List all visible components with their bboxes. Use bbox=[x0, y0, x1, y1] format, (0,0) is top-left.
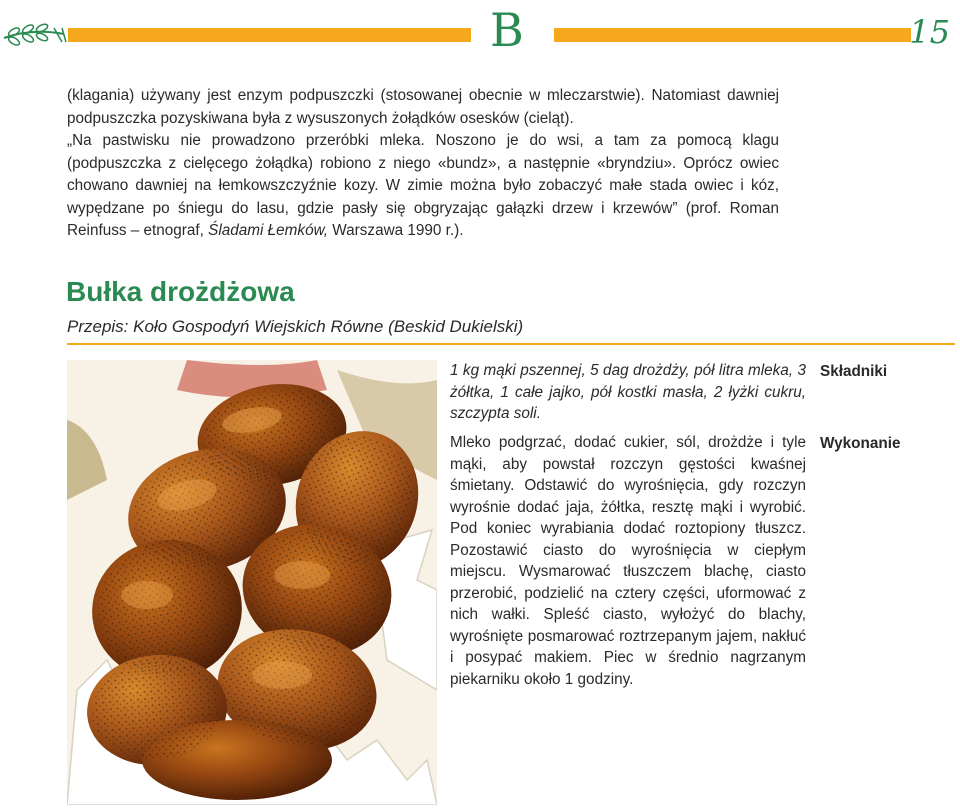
header-accent-bar-left bbox=[68, 28, 471, 42]
method-text: Mleko podgrzać, dodać cukier, sól, drożdże i tyle mąki, aby powstał rozczyn gęstości kwaśnej śmietany. Odstawić do wyrośnięcia, gdy rozczyn wyrośnie dodać jaja, żółtka, resztę mąki i wyrobić. Pod koniec wyrabiania dodać roztopiony tłuszcz. Pozostawić ciasto do wyrośnięcia w ciepłym miejscu. Wysmarować tłuszczem blachę, ciasto przerobić, podzielić na cztery części, uformować z nich wałki. Spleść ciasto, wyłożyć do blachy, wyrośnięte posmarować roztrzepanym jajem, nakłuć i posypać makiem. Piec w średnio nagrzanym piekarniku około 1 godziny. bbox=[450, 434, 806, 689]
recipe-source: Przepis: Koło Gospodyń Wiejskich Równe (Beskid Dukielski) bbox=[67, 317, 524, 336]
recipe-title: Bułka drożdżowa bbox=[66, 276, 295, 307]
ingredients-label: Składniki bbox=[820, 363, 888, 380]
section-divider bbox=[67, 343, 955, 345]
page-number: 15 bbox=[909, 13, 950, 51]
intro-quote: „Na pastwisku nie prowadzono przeróbki mleka. Noszono je do wsi, a tam za pomocą klagu (podpuszczka z cielęcego żołądka) robiono z niego «bundz», a następnie «bryndziu». Oprócz owiec chowano dawniej na łemkowszczyźnie kozy. W zimie można było zobaczyć małe stada owiec i kóz, wypędzane po śniegu do lasu, gdzie pasły się obgryzając gałązki drzew i krzewów” (prof. Roman Reinfuss – etnograf, bbox=[67, 132, 779, 239]
header-accent-bar-right bbox=[554, 28, 911, 42]
intro-paragraph-2 bbox=[67, 130, 779, 243]
ingredients-text: 1 kg mąki pszennej, 5 dag drożdży, pół litra mleka, 3 żółtka, 1 całe jajko, pół kostki masła, 2 łyżki cukru, szczypta soli. bbox=[450, 362, 806, 422]
method-label: Wykonanie bbox=[820, 435, 901, 452]
intro-citation-tail: Warszawa 1990 r.). bbox=[328, 222, 464, 239]
intro-paragraph-1: (klagania) używany jest enzym podpuszczki (stosowanej obecnie w mleczarstwie). Natomiast dawniej podpuszczka pozyskiwana była z wysuszonych żołądków osesków (cieląt). bbox=[67, 87, 779, 127]
book-title: Śladami Łemków, bbox=[208, 222, 329, 239]
intro-text bbox=[67, 85, 779, 243]
leaf-sprig-icon bbox=[2, 22, 68, 48]
braided-yeast-bread-photo bbox=[67, 360, 437, 805]
section-letter: B bbox=[490, 3, 524, 57]
